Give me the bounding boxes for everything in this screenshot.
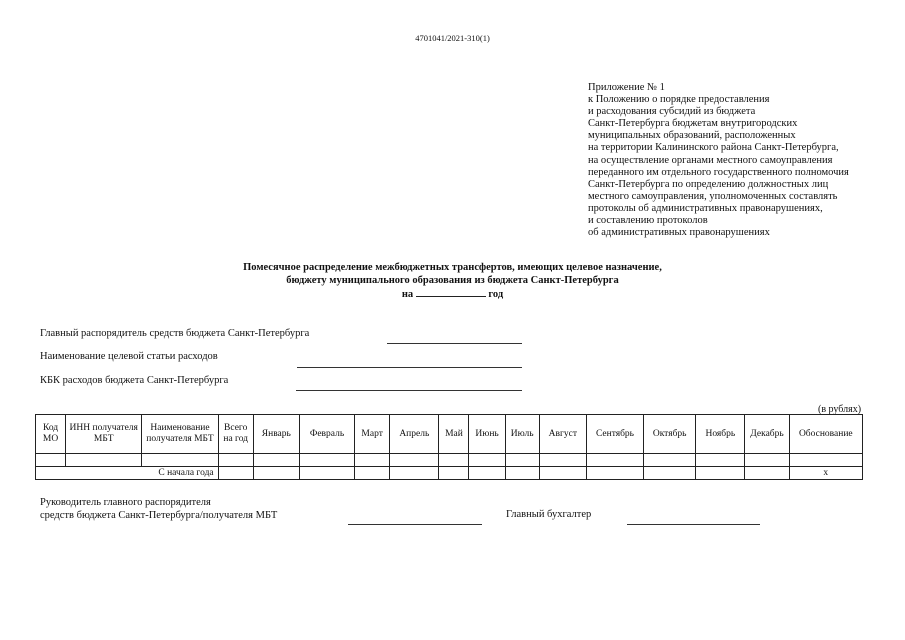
- table-cell[interactable]: [586, 454, 643, 467]
- header-code-mo: Код МО: [36, 415, 66, 454]
- appendix-line: муниципальных образований, расположенных: [588, 130, 796, 142]
- document-number: 4701041/2021-310(1): [415, 33, 490, 43]
- target-item-label: Наименование целевой статьи расходов: [40, 351, 218, 362]
- appendix-block: [588, 82, 888, 239]
- distribution-table: [35, 414, 863, 480]
- table-cell[interactable]: [789, 454, 862, 467]
- header-sep: Сентябрь: [586, 415, 643, 454]
- header-may: Май: [439, 415, 469, 454]
- header-nov: Ноябрь: [696, 415, 745, 454]
- header-jul: Июль: [505, 415, 539, 454]
- main-manager-label: Главный распорядитель средств бюджета Санкт-Петербурга: [40, 328, 310, 339]
- header-oct: Октябрь: [644, 415, 696, 454]
- table-cell[interactable]: [539, 467, 586, 480]
- title-year-suffix: год: [488, 289, 504, 301]
- table-cell[interactable]: [469, 467, 505, 480]
- head-signature-field[interactable]: [348, 524, 482, 525]
- appendix-line: на территории Калининского района Санкт-Петербурга,: [588, 142, 839, 154]
- header-basis: Обоснование: [789, 415, 862, 454]
- appendix-line: и составлению протоколов: [588, 215, 708, 227]
- table-cell[interactable]: [745, 454, 789, 467]
- head-signature-label: [40, 497, 277, 522]
- appendix-line: на осуществление органами местного самоуправления: [588, 154, 833, 166]
- table-cell[interactable]: [439, 454, 469, 467]
- header-jan: Январь: [253, 415, 299, 454]
- kbk-field[interactable]: [296, 390, 522, 391]
- units-label: (в рублях): [818, 404, 862, 415]
- head-signature-line-1: Руководитель главного распорядителя: [40, 497, 211, 508]
- table-cell[interactable]: [36, 454, 66, 467]
- appendix-line: местного самоуправления, уполномоченных составлять: [588, 190, 838, 202]
- header-apr: Апрель: [390, 415, 439, 454]
- header-name: Наименование получателя МБТ: [142, 415, 218, 454]
- accountant-signature-field[interactable]: [627, 524, 760, 525]
- table-cell[interactable]: [299, 467, 354, 480]
- table-cell[interactable]: [586, 467, 643, 480]
- header-dec: Декабрь: [745, 415, 789, 454]
- document-title: [0, 262, 905, 302]
- table-cell[interactable]: [439, 467, 469, 480]
- main-manager-field[interactable]: [387, 343, 522, 344]
- table-cell[interactable]: [745, 467, 789, 480]
- appendix-line: переданного им отдельного государственного полномочия: [588, 166, 849, 178]
- appendix-line: об административных правонарушениях: [588, 227, 770, 239]
- table-cell[interactable]: [355, 467, 390, 480]
- title-line-2: бюджету муниципального образования из бюджета Санкт-Петербурга: [286, 274, 619, 286]
- table-cell[interactable]: [390, 454, 439, 467]
- table-cell[interactable]: [644, 454, 696, 467]
- table-cell[interactable]: [696, 467, 745, 480]
- header-feb: Февраль: [299, 415, 354, 454]
- appendix-line: протоколы об административных правонарушениях,: [588, 202, 823, 214]
- appendix-line: Санкт-Петербурга бюджетам внутригородских: [588, 118, 798, 130]
- appendix-line: Санкт-Петербурга по определению должностных лиц: [588, 178, 829, 190]
- table-cell[interactable]: [539, 454, 586, 467]
- appendix-line: Приложение № 1: [588, 82, 665, 93]
- header-jun: Июнь: [469, 415, 505, 454]
- header-inn: ИНН получателя МБТ: [66, 415, 142, 454]
- header-mar: Март: [355, 415, 390, 454]
- accountant-label: Главный бухгалтер: [506, 509, 592, 520]
- header-total: Всего на год: [218, 415, 253, 454]
- kbk-label: КБК расходов бюджета Санкт-Петербурга: [40, 375, 229, 386]
- table-cell[interactable]: [390, 467, 439, 480]
- basis-mark: x: [789, 467, 862, 480]
- title-line-3: [0, 287, 905, 302]
- appendix-line: и расходования субсидий из бюджета: [588, 106, 756, 118]
- title-line-1: Помесячное распределение межбюджетных трансфертов, имеющих целевое назначение,: [243, 262, 662, 273]
- table-header-row: [36, 415, 863, 454]
- table-cell[interactable]: [142, 454, 218, 467]
- head-signature-line-2: средств бюджета Санкт-Петербурга/получателя МБТ: [40, 509, 278, 521]
- table-cell[interactable]: [505, 454, 539, 467]
- since-start-row: [36, 467, 863, 480]
- table-cell[interactable]: [469, 454, 505, 467]
- table-cell[interactable]: [505, 467, 539, 480]
- table-cell[interactable]: [253, 467, 299, 480]
- header-aug: Август: [539, 415, 586, 454]
- table-cell[interactable]: [355, 454, 390, 467]
- table-cell[interactable]: [66, 454, 142, 467]
- target-item-field[interactable]: [297, 367, 522, 368]
- since-start-label: С начала года: [36, 467, 219, 480]
- table-cell[interactable]: [253, 454, 299, 467]
- table-cell[interactable]: [644, 467, 696, 480]
- table-cell[interactable]: [696, 454, 745, 467]
- table-cell[interactable]: [218, 454, 253, 467]
- appendix-line: к Положению о порядке предоставления: [588, 94, 770, 106]
- title-year-prefix: на: [401, 289, 414, 301]
- table-cell[interactable]: [299, 454, 354, 467]
- year-blank-field[interactable]: [416, 287, 486, 297]
- table-cell[interactable]: [218, 467, 253, 480]
- table-row: [36, 454, 863, 467]
